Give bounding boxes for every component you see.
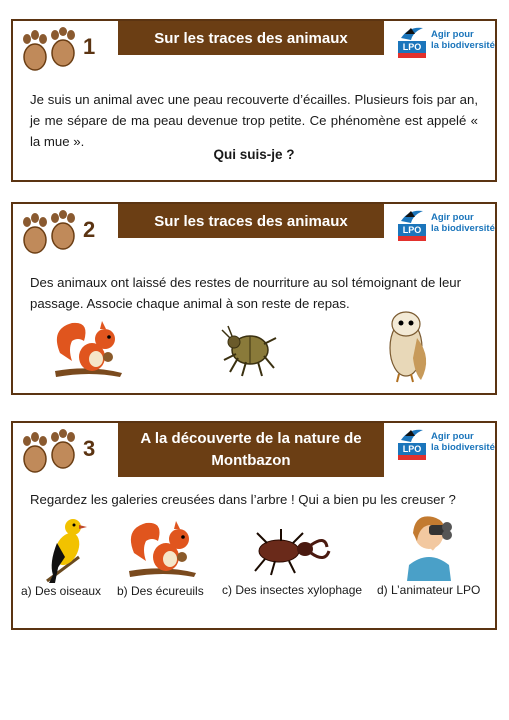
owl-image <box>381 308 433 384</box>
paw-print-icon <box>21 210 79 256</box>
card-3 <box>11 421 497 630</box>
card-number: 3 <box>83 436 96 461</box>
option-d: d) L’animateur LPO <box>377 583 481 597</box>
squirrel-image <box>124 519 200 581</box>
birdwatcher-image <box>401 509 457 583</box>
card-title: Sur les traces des animaux <box>118 204 384 238</box>
oriole-image <box>39 511 91 587</box>
option-a: a) Des oiseaux <box>21 584 102 598</box>
beetle-image <box>220 322 280 380</box>
lpo-logo: LPO Agir pour la biodiversité <box>397 426 495 466</box>
card-text: Je suis un animal avec une peau recouverte d’écailles. Plusieurs fois par an, je me sépare de ma peau devenue trop petite. Ce phénomène est appelé « la mue ». <box>30 92 478 149</box>
card-text: Regardez les galeries creusées dans l’arbre ! Qui a bien pu les creuser ? <box>30 492 456 507</box>
card-number: 1 <box>83 34 96 59</box>
bird-icon <box>397 24 427 42</box>
card-question: Qui suis-je ? <box>213 147 295 162</box>
card-title: A la découverte de la nature de Montbazon <box>118 423 384 477</box>
squirrel-image <box>50 319 126 381</box>
bird-icon <box>397 207 427 225</box>
lpo-logo: LPO Agir pour la biodiversité <box>397 207 495 247</box>
bird-icon <box>397 426 427 444</box>
card-title: Sur les traces des animaux <box>118 21 384 55</box>
paw-print-icon <box>21 27 79 73</box>
card-number: 2 <box>83 217 96 242</box>
paw-print-icon <box>21 429 79 475</box>
lpo-logo: LPO Agir pour la biodiversité <box>397 24 495 64</box>
option-b: b) Des écureuils <box>117 584 204 598</box>
card-1 <box>11 19 497 182</box>
stag-beetle-image <box>245 521 335 579</box>
option-c: c) Des insectes xylophage <box>222 583 363 597</box>
card-2 <box>11 202 497 395</box>
card-text: Des animaux ont laissé des restes de nourriture au sol témoignant de leur passage. Associe chaque animal à son reste de repas. <box>30 275 462 311</box>
